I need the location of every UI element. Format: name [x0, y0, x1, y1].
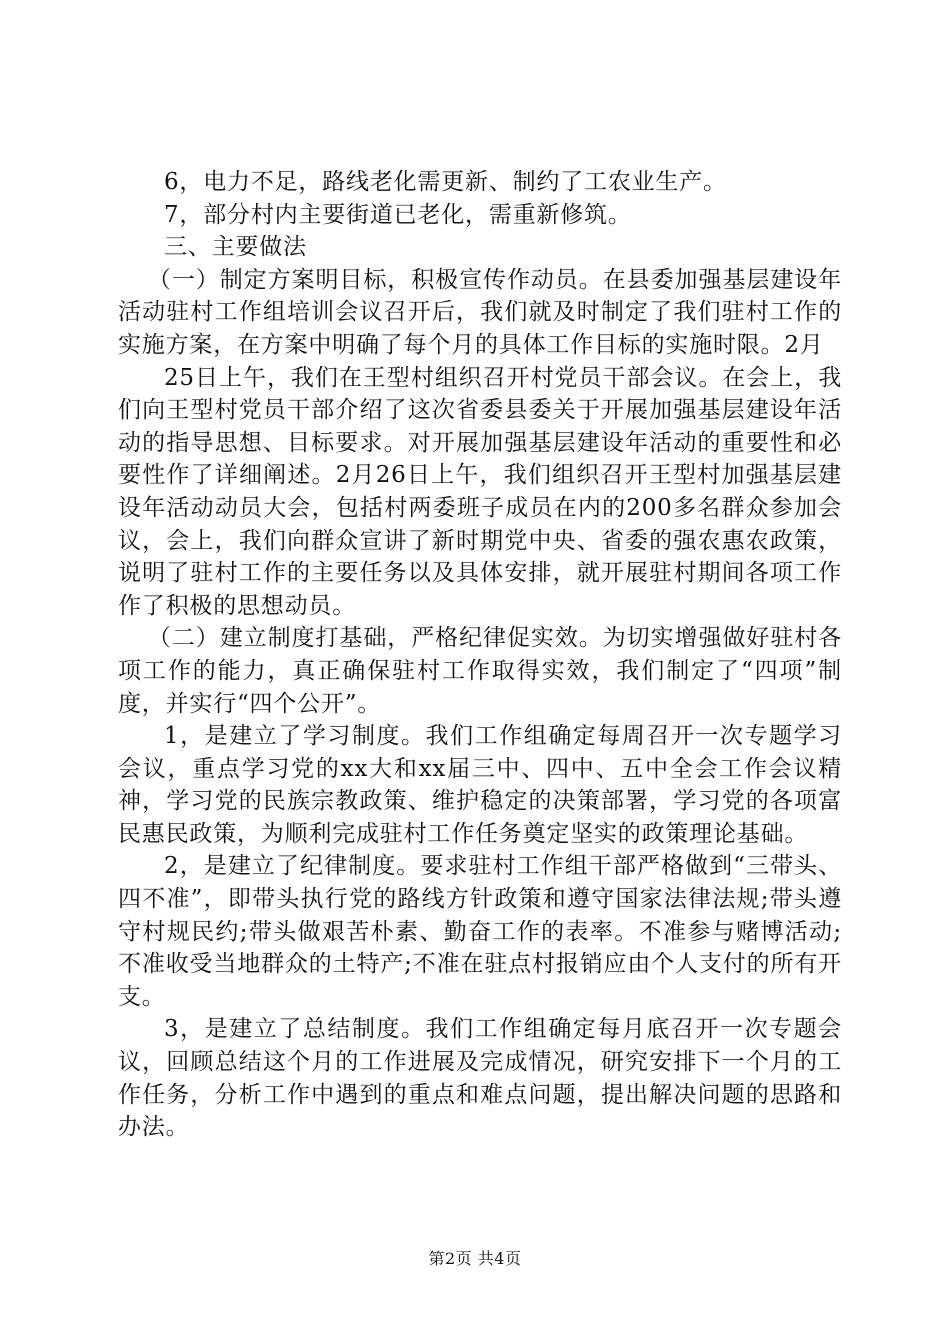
- paragraph-system-discipline: （二）建立制度打基础，严格纪律促实效。为切实增强做好驻村各项工作的能力，真正确保驻村工作取得实效，我们制定了“四项”制度，并实行“四个公开”。: [118, 625, 842, 717]
- paragraph-discipline-system: 2，是建立了纪律制度。要求驻村工作组干部严格做到“三带头、四不准”，即带头执行党的路线方针政策和遵守国家法律法规;带头遵守村规民约;带头做艰苦朴素、勤奋工作的表率。不准参与赌博活动;不准收受当地群众的土特产;不准在驻点村报销应由个人支付的所有开支。: [118, 853, 842, 1010]
- paragraph-item-7: 7，部分村内主要街道已老化，需重新修筑。: [164, 201, 632, 228]
- page-number-footer: 第2页 共4页: [428, 1249, 522, 1268]
- document-body: [118, 166, 842, 1144]
- paragraph-study-system: 1，是建立了学习制度。我们工作组确定每周召开一次专题学习会议，重点学习党的xx大和xx届三中、四中、五中全会工作会议精神，学习党的民族宗教政策、维护稳定的决策部署，学习党的各项富民惠民政策，为顺利完成驻村工作任务奠定坚实的政策理论基础。: [118, 723, 842, 847]
- paragraph-plan-goals: （一）制定方案明目标，积极宣传作动员。在县委加强基层建设年活动驻村工作组培训会议召开后，我们就及时制定了我们驻村工作的实施方案，在方案中明确了每个月的具体工作目标的实施时限。2月: [118, 266, 842, 358]
- paragraph-meeting-mobilization: 25日上午，我们在王型村组织召开村党员干部会议。在会上，我们向王型村党员干部介绍了这次省委县委关于开展加强基层建设年活动的指导思想、目标要求。对开展加强基层建设年活动的重要性和必要性作了详细阐述。2月26日上午，我们组织召开王型村加强基层建设年活动动员大会，包括村两委班子成员在内的200多名群众参加会议，会上，我们向群众宣讲了新时期党中央、省委的强农惠农政策，说明了驻村工作的主要任务以及具体安排，就开展驻村期间各项工作作了积极的思想动员。: [118, 364, 842, 619]
- paragraph-item-6: 6，电力不足，路线老化需更新、制约了工农业生产。: [164, 169, 727, 195]
- section-heading-main-practices: 三、主要做法: [164, 234, 307, 261]
- paragraph-summary-system: 3，是建立了总结制度。我们工作组确定每月底召开一次专题会议，回顾总结这个月的工作进展及完成情况，研究安排下一个月的工作任务，分析工作中遇到的重点和难点问题，提出解决问题的思路和办法。: [118, 1016, 842, 1141]
